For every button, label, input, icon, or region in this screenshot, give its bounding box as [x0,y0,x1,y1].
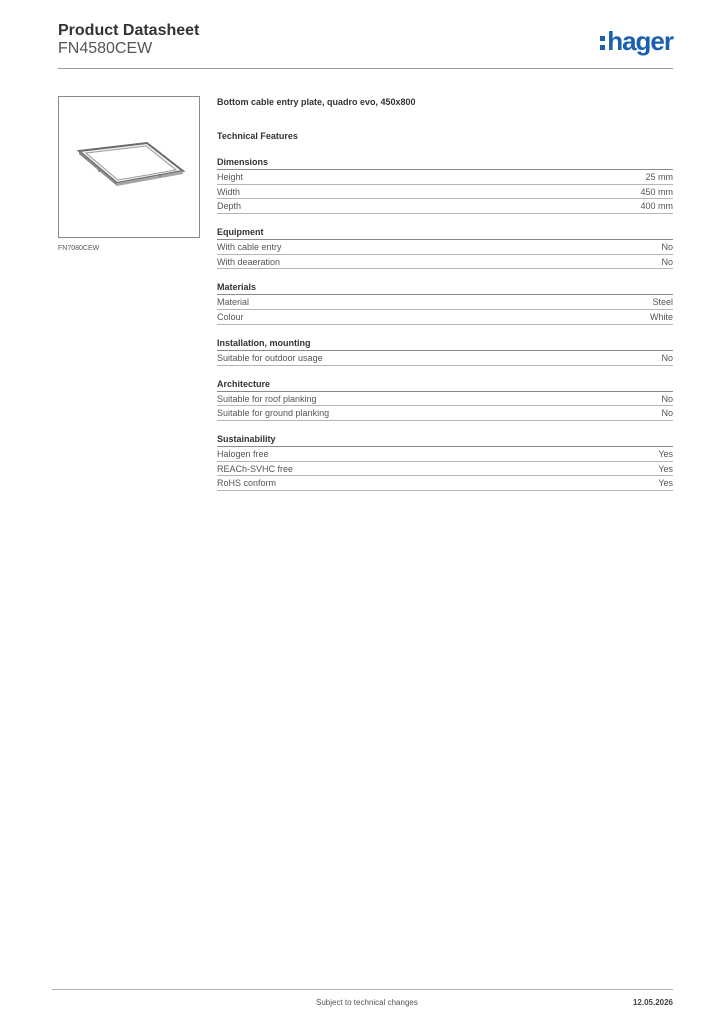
logo-text: hager [607,26,673,56]
header-divider [58,68,673,69]
spec-row [217,351,673,366]
section-title: Installation, mounting [217,337,673,351]
spec-label: Colour [217,312,244,323]
section-title: Architecture [217,378,673,392]
spec-sections [217,156,673,491]
footer-date: 12.05.2026 [632,998,673,1007]
product-code: FN4580CEW [58,40,153,57]
footer-divider [52,989,673,990]
spec-label: Material [217,297,250,308]
spec-label: Suitable for outdoor usage [217,352,323,363]
spec-value: 450 mm [640,186,673,197]
spec-label: Suitable for roof planking [217,393,317,404]
specifications [217,96,673,503]
spec-label: Suitable for ground planking [217,408,330,419]
spec-label: Depth [217,201,242,212]
spec-value: Yes [658,448,673,459]
spec-value: No [661,408,673,419]
spec-value: 25 mm [645,172,673,182]
section-title: Sustainability [217,433,673,447]
technical-features-heading: Technical Features [217,131,298,141]
spec-row [217,476,673,491]
spec-row [217,447,673,462]
spec-row [217,170,673,185]
spec-value: Yes [658,478,673,489]
spec-row [217,406,673,421]
footer-note: Subject to technical changes [316,998,418,1007]
spec-label: Height [217,172,244,182]
spec-section [217,433,673,491]
spec-row [217,240,673,255]
spec-row [217,185,673,200]
spec-value: White [649,312,673,323]
image-caption: FN7080CEW [58,245,100,252]
spec-label: Width [217,186,241,197]
spec-value: 400 mm [640,201,673,212]
product-description: Bottom cable entry plate, quadro evo, 450x800 [217,97,416,107]
spec-row [217,462,673,477]
spec-row [217,255,673,270]
spec-row [217,392,673,407]
cable-entry-plate-icon [59,97,199,237]
spec-row [217,295,673,310]
page-header [58,20,673,68]
document-title: Product Datasheet [58,22,200,39]
spec-value: Steel [652,297,673,308]
spec-value: No [661,352,673,363]
section-title: Dimensions [217,156,673,170]
spec-value: No [661,256,673,267]
spec-section [217,226,673,269]
spec-value: No [661,393,673,404]
section-title: Equipment [217,226,673,240]
spec-label: RoHS conform [217,478,277,489]
section-title: Materials [217,281,673,295]
spec-label: REACh-SVHC free [217,463,294,474]
spec-section [217,156,673,214]
spec-row [217,199,673,214]
spec-value: Yes [658,463,673,474]
spec-value: No [661,242,673,253]
spec-label: With deaeration [217,256,281,267]
spec-section [217,378,673,421]
product-image [58,96,200,238]
spec-label: With cable entry [217,242,282,253]
brand-logo [600,26,673,56]
logo-colon-icon [600,36,605,50]
spec-section [217,337,673,366]
spec-label: Halogen free [217,448,269,459]
spec-section [217,281,673,324]
spec-row [217,310,673,325]
